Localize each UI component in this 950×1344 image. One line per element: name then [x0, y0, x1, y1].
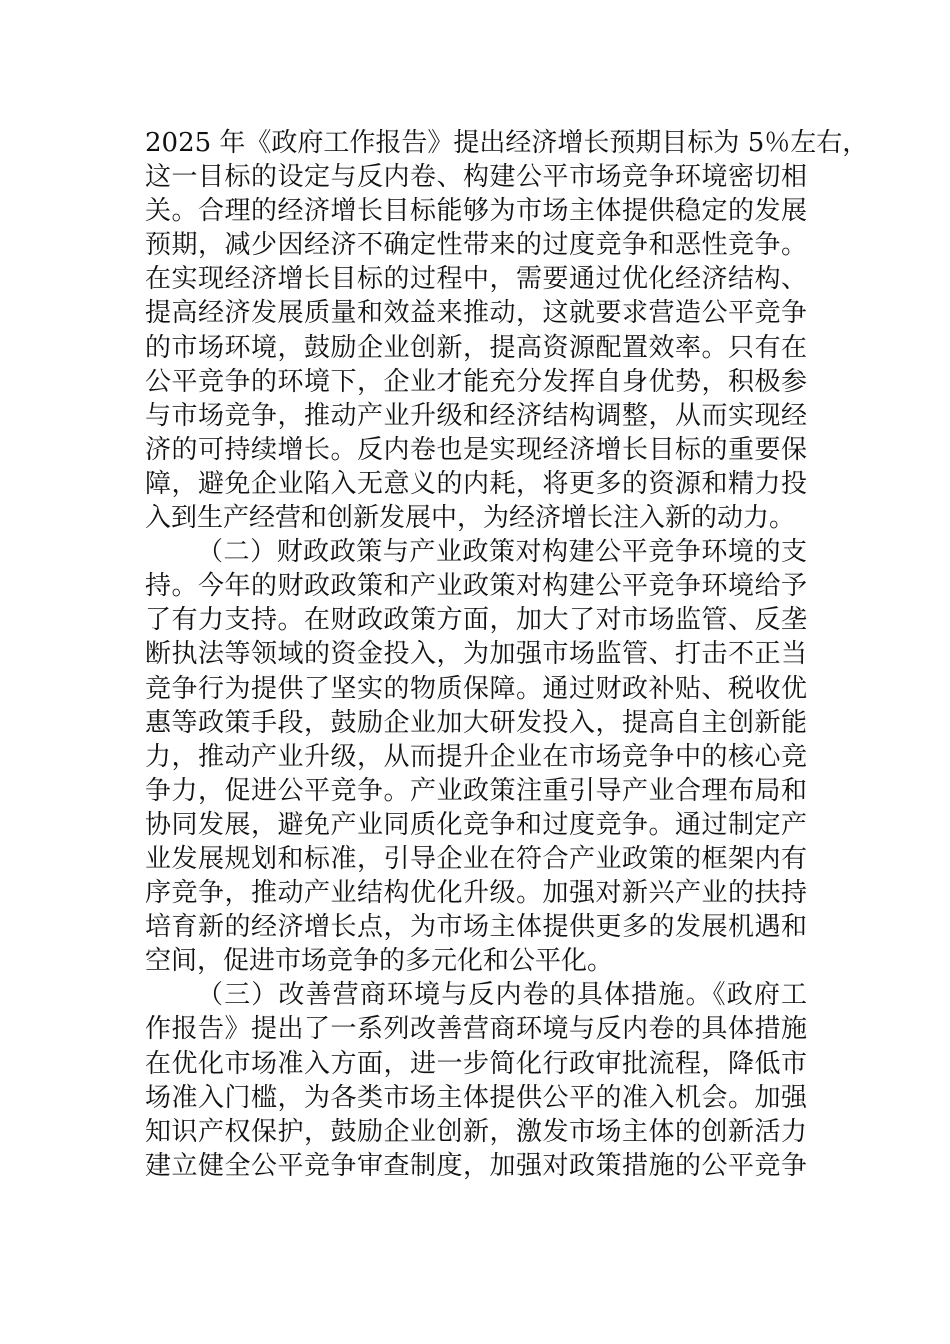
text-line: 在实现经济增长目标的过程中，需要通过优化经济结构、	[145, 264, 807, 295]
text-line: 预期，减少因经济不确定性带来的过度竞争和恶性竞争。	[145, 230, 807, 261]
text-line: 在优化市场准入方面，进一步简化行政审批流程，降低市	[145, 1048, 807, 1079]
text-line: 持。今年的财政政策和产业政策对构建公平竞争环境给予	[145, 571, 807, 602]
text-line: 培育新的经济增长点，为市场主体提供更多的发展机遇和	[145, 912, 807, 943]
text-line: 力，推动产业升级，从而提升企业在市场竞争中的核心竞	[145, 741, 807, 772]
section-heading-line: （三）改善营商环境与反内卷的具体措施。《政府工	[197, 980, 807, 1011]
text-line: 争力，促进公平竞争。产业政策注重引导产业合理布局和	[145, 775, 807, 806]
text-line: 与市场竞争，推动产业升级和经济结构调整，从而实现经	[145, 400, 807, 431]
section-heading-line: （二）财政政策与产业政策对构建公平竞争环境的支	[197, 537, 807, 568]
text-line: 断执法等领域的资金投入，为加强市场监管、打击不正当	[145, 639, 807, 670]
text-line: 济的可持续增长。反内卷也是实现经济增长目标的重要保	[145, 434, 807, 465]
text-line: 知识产权保护，鼓励企业创新，激发市场主体的创新活力	[145, 1116, 807, 1147]
text-line: 这一目标的设定与反内卷、构建公平市场竞争环境密切相	[145, 162, 807, 193]
text-line: 协同发展，避免产业同质化竞争和过度竞争。通过制定产	[145, 809, 807, 840]
text-line: 作报告》提出了一系列改善营商环境与反内卷的具体措施	[145, 1014, 807, 1045]
text-line: 惠等政策手段，鼓励企业加大研发投入，提高自主创新能	[145, 707, 807, 738]
text-line: 关。合理的经济增长目标能够为市场主体提供稳定的发展	[145, 196, 807, 227]
text-line: 提高经济发展质量和效益来推动，这就要求营造公平竞争	[145, 298, 807, 329]
text-line: 公平竞争的环境下，企业才能充分发挥自身优势，积极参	[145, 366, 807, 397]
text-line: 空间，促进市场竞争的多元化和公平化。	[145, 946, 614, 977]
text-line: 建立健全公平竞争审查制度，加强对政策措施的公平竞争	[145, 1150, 807, 1181]
text-line: 2025 年《政府工作报告》提出经济增长预期目标为 5％左右，	[145, 128, 869, 158]
document-body-text	[145, 126, 869, 1183]
text-line: 竞争行为提供了坚实的物质保障。通过财政补贴、税收优	[145, 673, 807, 704]
text-line: 入到生产经营和创新发展中，为经济增长注入新的动力。	[145, 503, 796, 534]
text-line: 的市场环境，鼓励企业创新，提高资源配置效率。只有在	[145, 332, 807, 363]
text-line: 了有力支持。在财政政策方面，加大了对市场监管、反垄	[145, 605, 807, 636]
text-line: 场准入门槛，为各类市场主体提供公平的准入机会。加强	[145, 1082, 807, 1113]
text-line: 序竞争，推动产业结构优化升级。加强对新兴产业的扶持	[145, 878, 807, 909]
text-line: 障，避免企业陷入无意义的内耗，将更多的资源和精力投	[145, 468, 807, 499]
text-line: 业发展规划和标准，引导企业在符合产业政策的框架内有	[145, 843, 807, 874]
